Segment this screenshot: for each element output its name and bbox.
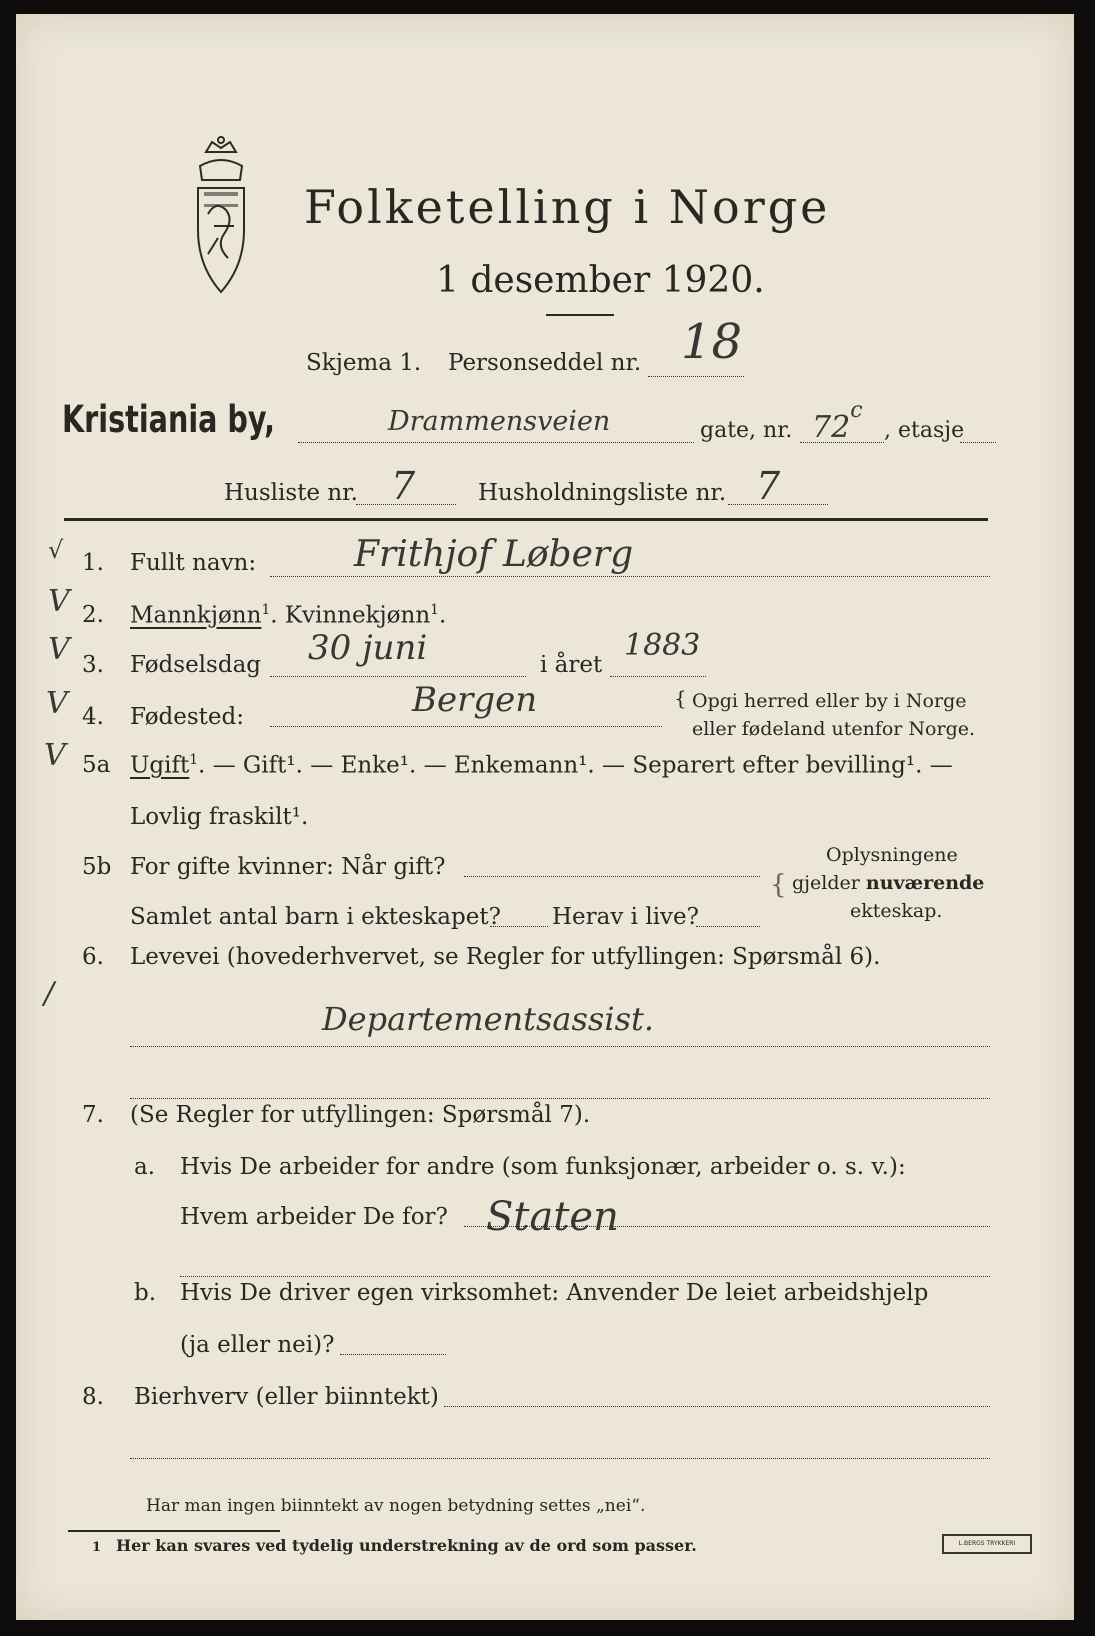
q5b-number: 5b: [82, 854, 112, 880]
q8-side-income-field[interactable]: [444, 1406, 990, 1407]
q7b-answer-field[interactable]: [340, 1354, 446, 1355]
q4-brace: {: [674, 686, 687, 710]
q5a-other-options[interactable]: . — Gift¹. — Enke¹. — Enkemann¹. — Separert efter bevilling¹. —: [198, 752, 953, 779]
q5a-line2[interactable]: Lovlig fraskilt¹.: [130, 804, 309, 830]
q1-number: 1.: [82, 550, 104, 576]
q2-male-option[interactable]: Mannkjønn: [130, 602, 262, 629]
q5a-ugift-option[interactable]: Ugift: [130, 752, 190, 779]
q3-year-value: 1883: [624, 628, 701, 663]
q5b-label: For gifte kvinner: Når gift?: [130, 854, 446, 880]
q7-label: (Se Regler for utfyllingen: Spørsmål 7).: [130, 1102, 591, 1128]
q1-name-value: Frithjof Løberg: [354, 534, 634, 575]
q5b-children-label: Samlet antal barn i ekteskapet?: [130, 904, 501, 930]
biinntekt-note: Har man ingen biinntekt av nogen betydning settes „nei“.: [146, 1496, 646, 1516]
checkmark-4: V: [46, 686, 68, 721]
q7b-line2: (ja eller nei)?: [180, 1332, 335, 1358]
q2-female-option[interactable]: Kvinnekjønn: [284, 602, 431, 629]
gate-nr-value: 72$^c$: [812, 398, 863, 445]
q7b-letter: b.: [134, 1280, 157, 1306]
street-field[interactable]: [298, 442, 694, 443]
q5a-number: 5a: [82, 752, 111, 778]
q5b-married-date-field[interactable]: [464, 876, 760, 877]
q5b-children-field[interactable]: [490, 926, 548, 927]
personseddel-value: 18: [681, 314, 743, 370]
q5b-alive-label: Herav i live?: [552, 904, 699, 930]
q8-number: 8.: [82, 1384, 104, 1410]
norwegian-coat-of-arms-icon: [178, 134, 264, 296]
street-value: Drammensveien: [388, 406, 611, 437]
printer-stamp: L.BERGS TRYKKERI: [942, 1534, 1032, 1554]
q6-label: Levevei (hovederhvervet, se Regler for utfyllingen: Spørsmål 6).: [130, 944, 881, 970]
q4-birthplace-field[interactable]: [270, 726, 662, 727]
q5b-note-line2: gjelder nuværende: [792, 872, 985, 894]
census-form-sheet: [16, 14, 1074, 1620]
personseddel-field[interactable]: [648, 376, 744, 377]
q4-note-line1: Opgi herred eller by i Norge: [692, 690, 967, 712]
header-divider: [64, 518, 988, 521]
q8-label: Bierhverv (eller biinntekt): [134, 1384, 439, 1410]
q7-number: 7.: [82, 1102, 104, 1128]
q3-birthday-value: 30 juni: [308, 628, 428, 668]
checkmark-3: V: [48, 632, 70, 667]
q2-number: 2.: [82, 602, 104, 628]
q3-label: Fødselsdag: [130, 652, 262, 678]
q7a-employer-field-2[interactable]: [180, 1276, 990, 1277]
husholdning-label: Husholdningsliste nr.: [478, 480, 727, 506]
q6-occupation-field-2[interactable]: [130, 1098, 990, 1099]
q1-label: Fullt navn:: [130, 550, 257, 576]
q5b-alive-field[interactable]: [696, 926, 760, 927]
q1-name-field[interactable]: [270, 576, 990, 577]
q4-note-line2: eller fødeland utenfor Norge.: [692, 718, 976, 740]
city-label: Kristiania by,: [62, 398, 275, 441]
personseddel-label: Personseddel nr.: [448, 350, 642, 376]
checkmark-5a: V: [44, 738, 66, 773]
q3-year-label: i året: [540, 652, 603, 678]
q3-birthday-field[interactable]: [270, 676, 526, 677]
q5b-brace: {: [770, 870, 787, 900]
q8-side-income-field-2[interactable]: [130, 1458, 990, 1459]
checkmark-2: V: [48, 584, 70, 619]
q7a-line2: Hvem arbeider De for?: [180, 1204, 448, 1230]
form-date: 1 desember 1920.: [436, 260, 765, 301]
husliste-value: 7: [391, 464, 416, 508]
q7a-letter: a.: [134, 1154, 156, 1180]
q4-birthplace-value: Bergen: [412, 680, 538, 720]
schema-label: Skjema 1.: [306, 350, 422, 376]
footnote-mark: 1: [92, 1540, 102, 1555]
q6-occupation-value: Departementsassist.: [322, 1000, 655, 1038]
q6-number: 6.: [82, 944, 104, 970]
footnote-text: Her kan svares ved tydelig understrekning av de ord som passer.: [116, 1536, 697, 1555]
title-divider: [546, 314, 614, 316]
form-title: Folketelling i Norge: [304, 180, 831, 234]
husliste-label: Husliste nr.: [224, 480, 358, 506]
q5b-note-line1: Oplysningene: [826, 844, 958, 866]
q3-number: 3.: [82, 652, 104, 678]
checkmark-6: /: [44, 976, 55, 1011]
q4-label: Fødested:: [130, 704, 245, 730]
q4-number: 4.: [82, 704, 104, 730]
q6-occupation-field[interactable]: [130, 1046, 990, 1047]
q5a-options: Ugift$^1$. — Gift¹. — Enke¹. — Enkemann¹. — Separert efter bevilling¹. —: [130, 752, 953, 779]
q7b-label: Hvis De driver egen virksomhet: Anvender De leiet arbeidshjelp: [180, 1280, 929, 1306]
etasje-field[interactable]: [960, 442, 996, 443]
checkmark-1: √: [48, 536, 64, 564]
footnote-divider: [68, 1530, 280, 1532]
husholdning-value: 7: [756, 464, 781, 508]
q7a-employer-value: Staten: [486, 1194, 619, 1240]
q5b-note-line3: ekteskap.: [850, 900, 943, 922]
gate-label: gate, nr.: [700, 418, 793, 443]
q3-year-field[interactable]: [610, 676, 706, 677]
q2-options: Mannkjønn$^1$. Kvinnekjønn$^1$.: [130, 602, 447, 629]
etasje-label: , etasje: [884, 418, 965, 443]
q7a-label: Hvis De arbeider for andre (som funksjonær, arbeider o. s. v.):: [180, 1154, 906, 1180]
